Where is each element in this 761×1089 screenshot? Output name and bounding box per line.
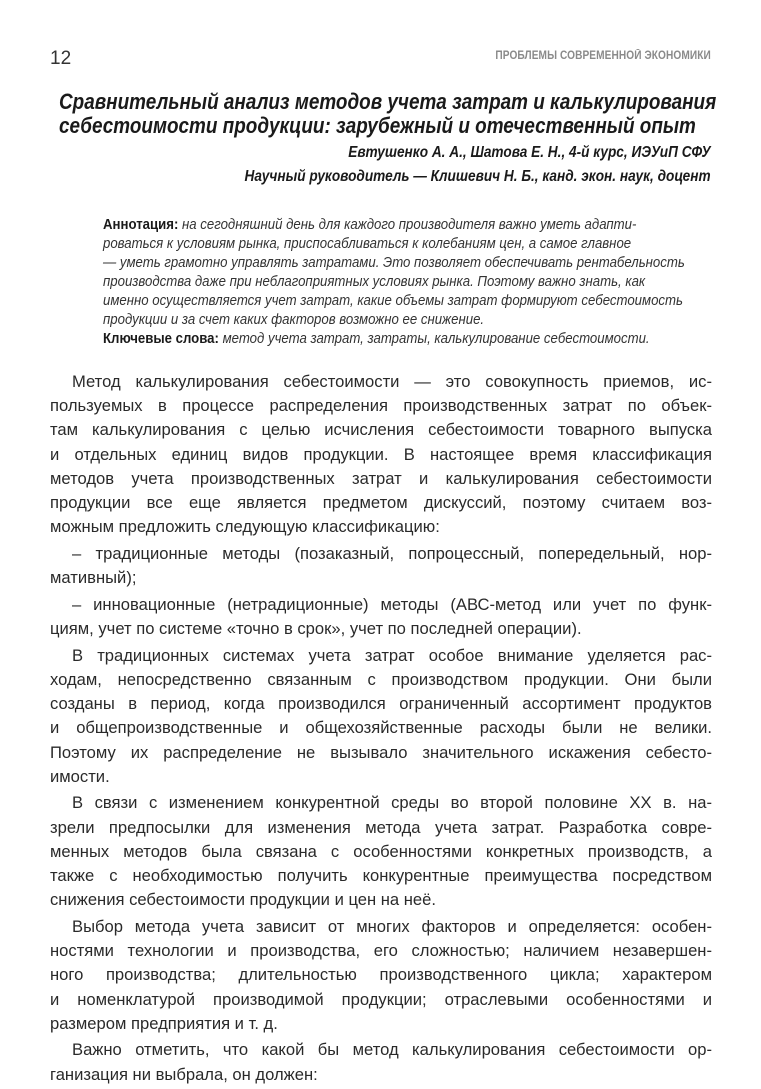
- paragraph-line: там калькулирования с целью исчисления себестоимости товарного выпуска: [50, 420, 712, 440]
- paragraph-line: пользуемых в процессе распределения производственных затрат по объек-: [50, 396, 712, 416]
- paragraph-line: размером предприятия и т. д.: [50, 1013, 278, 1033]
- paragraph-line: методов учета производственных затрат и калькулирования себестоимости: [50, 468, 712, 488]
- paragraph-line: ностями технологии и производства, его сложностью; наличием незавершен-: [50, 941, 712, 961]
- paragraph-line: мативный);: [50, 568, 137, 588]
- paragraph-line: и отдельных единиц видов продукции. В настоящее время классификация: [50, 444, 712, 464]
- paragraph-line: созданы в период, когда производился ограниченный ассортимент продуктов: [50, 694, 712, 714]
- paragraph-line: и общепроизводственные и общехозяйственные расходы были не велики.: [50, 718, 712, 738]
- supervisor-line: Научный руководитель — Клишевич Н. Б., канд. экон. наук, доцент: [244, 168, 711, 185]
- abstract-text: — уметь грамотно управлять затратами. Это позволяет обеспечивать рентабельность: [103, 254, 685, 271]
- paragraph-line: Важно отметить, что какой бы метод калькулирования себестоимости ор-: [72, 1040, 712, 1060]
- abstract: [103, 215, 698, 348]
- paragraph-line: циям, учет по системе «точно в срок», учет по последней операции).: [50, 619, 582, 639]
- body-paragraph: [50, 791, 712, 912]
- body-paragraph: [50, 915, 712, 1036]
- authors-line: Евтушенко А. А., Шатова Е. Н., 4-й курс, ИЭУиП СФУ: [348, 144, 711, 161]
- abstract-text: продукции и за счет каких факторов возможно ее снижение.: [103, 311, 485, 328]
- paragraph-line: снижения себестоимости продукции и цен на неё.: [50, 890, 436, 910]
- paragraph-line: Поэтому их распределение не вызывало значительного искажения себесто-: [50, 742, 712, 762]
- paragraph-line: зрели предпосылки для изменения метода учета затрат. Разработка совре-: [50, 817, 712, 837]
- article-body: [50, 370, 712, 1089]
- paragraph-line: ганизация ни выбрала, он должен:: [50, 1064, 318, 1084]
- keywords-text: метод учета затрат, затраты, калькулирование себестоимости.: [218, 330, 650, 347]
- paragraph-line: Выбор метода учета зависит от многих факторов и определяется: особен-: [72, 916, 712, 936]
- running-title: ПРОБЛЕМЫ СОВРЕМЕННОЙ ЭКОНОМИКИ: [495, 50, 711, 62]
- abstract-text: роваться к условиям рынка, приспосабливаться к колебаниям цен, а самое главное: [103, 235, 632, 252]
- body-paragraph: [50, 542, 712, 590]
- abstract-text: именно осуществляется учет затрат, какие объемы затрат формируют себестоимость: [103, 292, 683, 309]
- abstract-label: Аннотация:: [103, 216, 179, 233]
- body-paragraph: [50, 370, 712, 539]
- paragraph-line: также с необходимостью получить конкурентные преимущества посредством: [50, 866, 712, 886]
- paragraph-line: В традиционных системах учета затрат особое внимание уделяется рас-: [72, 645, 712, 665]
- article-title: [59, 89, 717, 138]
- paragraph-line: Метод калькулирования себестоимости — это совокупность приемов, ис-: [72, 372, 712, 391]
- paragraph-line: ного производства; длительностью производственного цикла; характером: [50, 965, 712, 985]
- paragraph-line: можным предложить следующую классификацию:: [50, 517, 440, 537]
- body-paragraph: [50, 593, 712, 641]
- paragraph-line: – инновационные (нетрадиционные) методы (АВС-метод или учет по функ-: [72, 594, 712, 614]
- paragraph-line: и номенклатурой производимой продукции; отраслевыми особенностями и: [50, 989, 712, 1009]
- paragraph-line: ходам, непосредственно связанным с производством продукции. Они были: [50, 669, 712, 689]
- paragraph-line: имости.: [50, 766, 110, 786]
- title-line: Сравнительный анализ методов учета затрат и калькулирования: [59, 89, 717, 114]
- keywords-label: Ключевые слова:: [103, 330, 219, 347]
- paragraph-line: – традиционные методы (позаказный, попроцессный, попередельный, нор-: [72, 543, 712, 563]
- abstract-text: производства даже при неблагоприятных условиях рынка. Поэтому важно знать, как: [103, 273, 646, 290]
- abstract-text: на сегодняшний день для каждого производителя важно уметь адапти-: [178, 216, 637, 233]
- page-number: 12: [50, 48, 72, 69]
- paragraph-line: В связи с изменением конкурентной среды во второй половине XX в. на-: [72, 793, 712, 813]
- title-line: себестоимости продукции: зарубежный и отечественный опыт: [59, 113, 696, 138]
- article-authors: [245, 141, 711, 189]
- paragraph-line: продукции все еще является предметом дискуссий, поэтому считаем воз-: [50, 493, 712, 513]
- body-paragraph: [50, 644, 712, 789]
- paragraph-line: менных методов была связана с особенностями конкретных производств, а: [50, 841, 712, 861]
